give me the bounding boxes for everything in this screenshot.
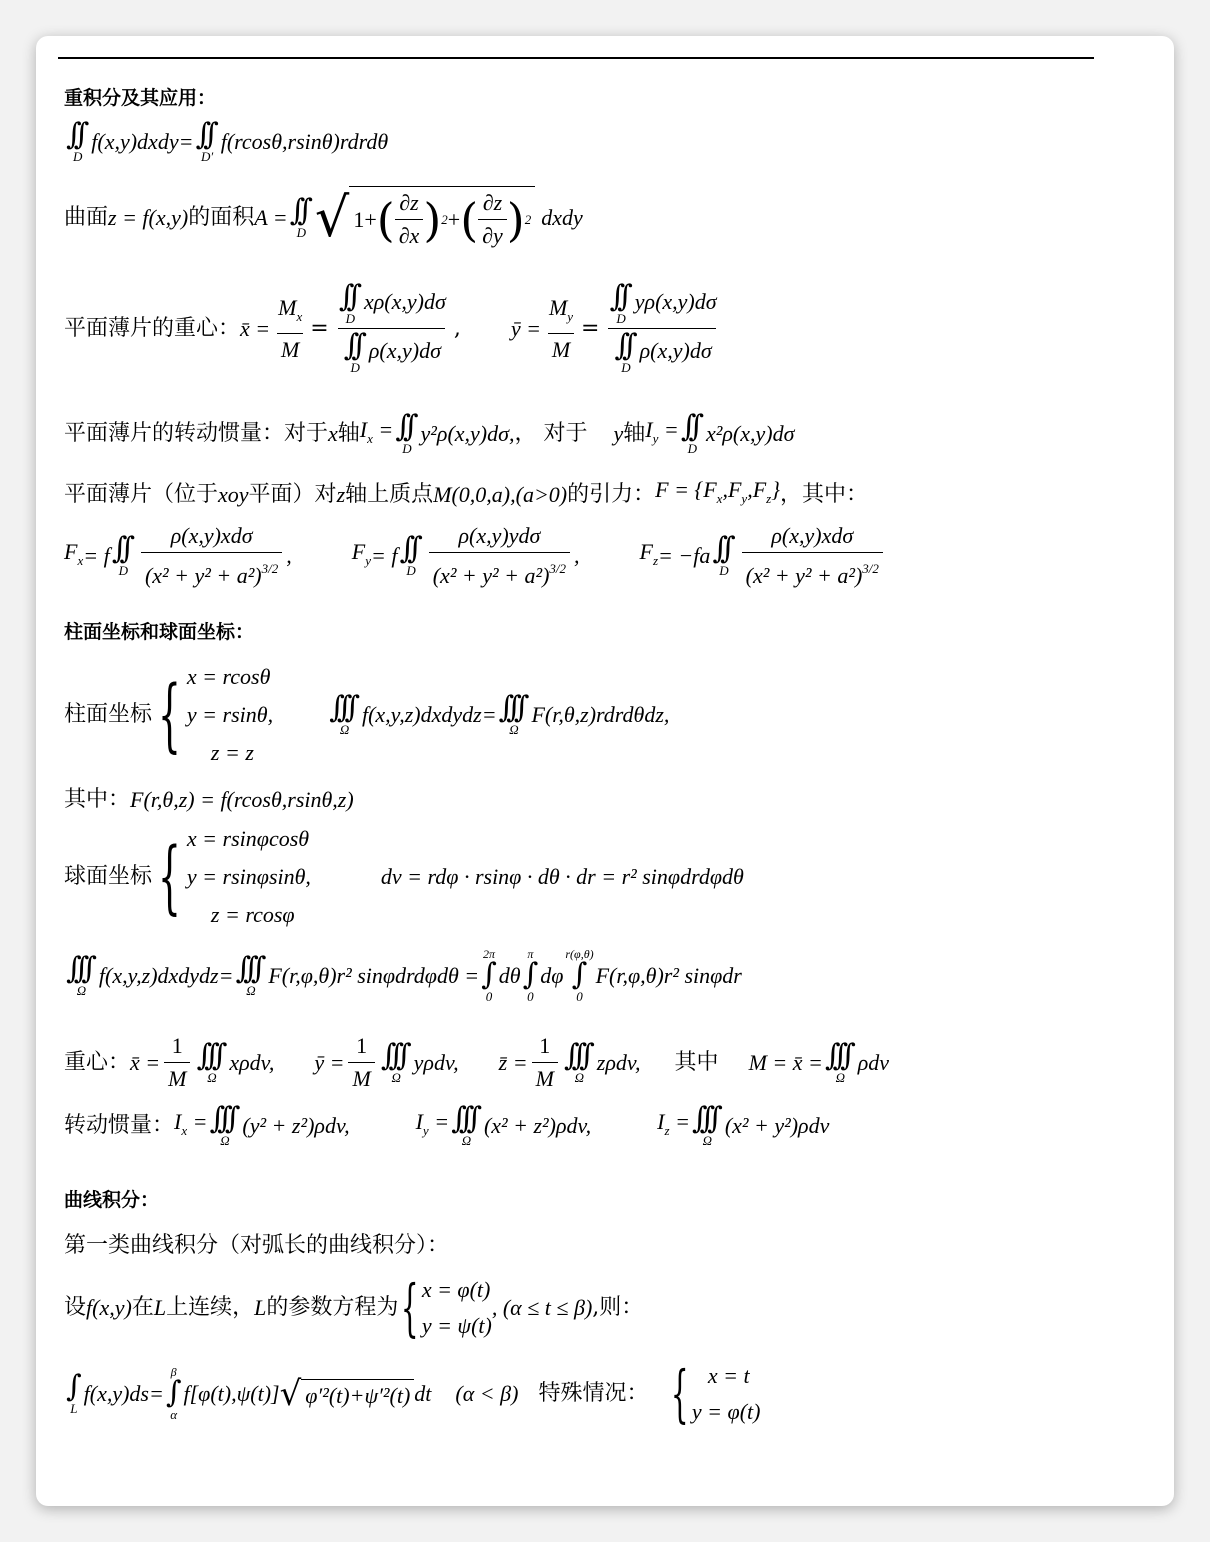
polar-lhs: f(x,y)dxdy= — [91, 129, 194, 154]
fraction-centroid-y: ∫∫ D yρ(x,y)dσ ∫∫ D ρ(x,y)dσ — [609, 279, 717, 375]
area-symbol: A = — [254, 205, 288, 230]
section-heading-multiple-integrals: 重积分及其应用： — [64, 87, 217, 109]
fraction-my-m: $\frac{M_y}{M}$ — [548, 294, 574, 362]
document-page — [36, 36, 1174, 1506]
formula-spherical: 球面坐标 { x = rsinφcosθ y = rsinφsinθ, z = rcosφ dv = rdφ · rsinφ · dθ · dr = r² sinφdrdφdθ — [64, 826, 744, 927]
formula-parametric: 设 f(x,y) 在 L 上连续， L 的参数方程为 { x = φ(t) y = ψ(t) , (α ≤ t ≤ β) ,则： — [64, 1271, 644, 1344]
formula-inertia-plane: 平面薄片的转动惯量：对于 x 轴 $I_x$ = ∫∫ D y²ρ(x,y)dσ, ， 对于 y 轴 $I_y$ = ∫∫ D x²ρ(x,y)dσ — [64, 409, 795, 456]
formula-spherical-integral: ∫∫∫ Ω f(x,y,z)dxdydz= ∫∫∫ Ω F(r,φ,θ)r² sinφdrdφdθ = 2π ∫ 0 dθ π ∫ 0 dφ r(φ,θ) ∫ 0 F(r,φ,θ)r² sinφdr — [66, 947, 742, 1004]
formula-moment-of-inertia-3d: 转动惯量： $I_x$ = ∫∫∫ Ω (y² + z²)ρdv, $I_y$ = ∫∫∫ Ω (x² + z²)ρdv, $I_z$ = ∫∫∫ Ω (x² + y²)ρdv — [64, 1101, 830, 1148]
label-first-kind: 第一类曲线积分（对弧长的曲线积分）： — [64, 1233, 450, 1258]
formula-gravity-components: $F_x$ = f ∫∫ D $\frac{\text{ρ(x,y)xdσ}}{(x^2 + y^2 + a^2)^{3/2}}$ , $F_y$ = f ∫∫ D $\frac{\text{ρ(x,y)ydσ}}{(x^2 + y^2 + a^2)^{3/2}}$ , $F_z$ = −fa ∫∫ D $\frac{\text{ρ(x,y)xdσ}}{(x^2 + y^2 + a^2)^{3/2}}$ — [64, 522, 887, 590]
label-centroid: 平面薄片的重心： — [64, 315, 241, 341]
formula-surface-area — [64, 186, 583, 250]
label-inertia: 平面薄片的转动惯量：对于 — [64, 421, 329, 446]
top-rule — [58, 57, 1094, 59]
formula-centroid: 平面薄片的重心： x̄ = $\frac{M_x}{M}$ = ∫∫ D xρ(x,y)dσ ∫∫ D ρ(x,y)dσ , ȳ = $\frac{M_y}{M}$ = ∫∫ D yρ(x,y)dσ ∫∫ D ρ(x,y)dσ — [64, 282, 725, 375]
ybar: ȳ = — [510, 315, 541, 341]
double-integral-sign: ∫∫ D — [66, 117, 83, 164]
formula-gravity-intro: 平面薄片（位于 xoy 平面）对 z 轴上质点 M(0,0,a),(a>0) 的引力： $F = \{F_x,F_y,F_z\}$ ，其中： — [64, 477, 869, 507]
fraction-mx-m: $\frac{M_x}{M}$ — [278, 294, 303, 362]
formula-cylindrical-def: 其中： F(r,θ,z) = f(rcosθ,rsinθ,z) — [64, 787, 354, 812]
sqrt-expression: √ 1+ ( $\frac{\partial z}{\partial x}$ ) 2 + ( $\frac{\partial z}{\partial y}$ ) 2 — [315, 186, 535, 250]
label-area-of: 的面积 — [188, 205, 255, 230]
label-surface: 曲面 — [64, 205, 109, 230]
formula-cylindrical: 柱面坐标 { x = rcosθ y = rsinθ, z = z ∫∫∫ Ω f(x,y,z)dxdydz= ∫∫∫ Ω F(r,θ,z)rdrdθdz, — [64, 664, 670, 765]
section-heading-cylindrical-spherical: 柱面坐标和球面坐标： — [64, 621, 255, 643]
dxdy: dxdy — [541, 205, 583, 230]
surface-equation: z = f(x,y) — [108, 205, 189, 230]
double-integral-sign: ∫∫ D — [289, 193, 306, 240]
formula-line-integral: ∫ L f(x,y)ds= β ∫ α f[φ(t),ψ(t)] √ φ′²(t)+ψ′²(t) dt (α < β) 特殊情况： { x = t y = φ(t) — [66, 1357, 761, 1430]
fraction-centroid-x: ∫∫ D xρ(x,y)dσ ∫∫ D ρ(x,y)dσ — [338, 279, 446, 375]
xbar: x̄ = — [240, 315, 271, 341]
formula-center-of-mass: 重心： x̄ = $\frac{1}{M}$ ∫∫∫ Ω xρdv, ȳ = $\frac{1}{M}$ ∫∫∫ Ω yρdv, z̄ = $\frac{1}{M}$ ∫∫∫ Ω zρdv, 其中 M = x̄ = ∫∫∫ Ω ρdv — [64, 1033, 890, 1091]
double-integral-sign: ∫∫ D′ — [195, 117, 214, 164]
polar-rhs: f(rcosθ,rsinθ)rdrdθ — [220, 129, 389, 154]
section-heading-curve-integrals: 曲线积分： — [64, 1189, 160, 1211]
formula-polar-transform — [64, 117, 389, 164]
